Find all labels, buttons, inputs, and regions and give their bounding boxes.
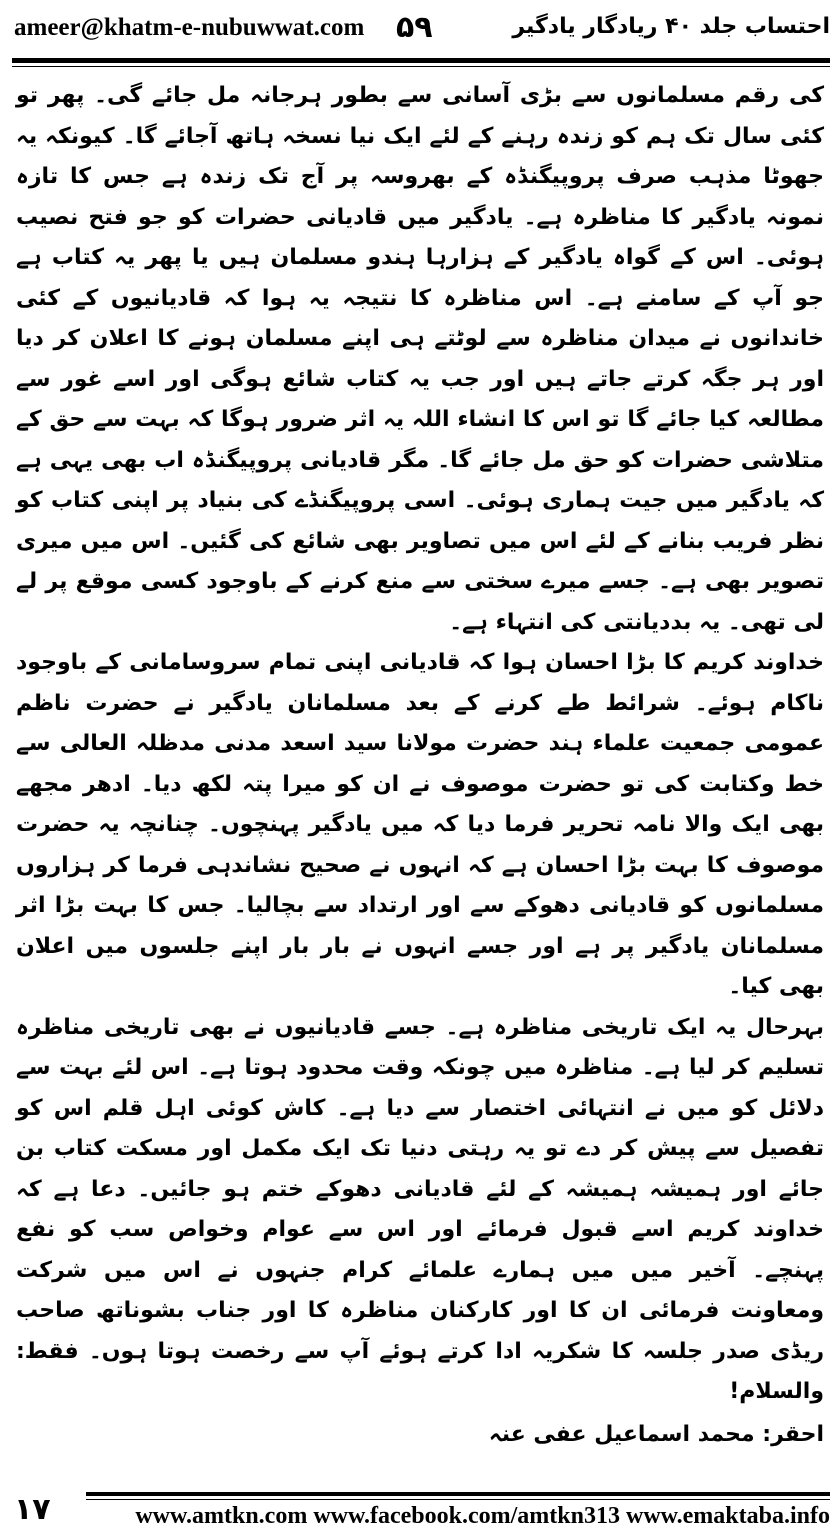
footer-rule-thin [86,1499,830,1500]
author-signature: احقر: محمد اسماعیل عفی عنہ [488,1421,824,1447]
header-page-number: ۵۹ [396,10,433,45]
header-rule-thick [12,58,830,63]
paragraph: کی رقم مسلمانوں سے بڑی آسانی سے بطور ہرجانہ مل جائے گی۔ پھر تو کئی سال تک ہم کو زندہ رہنے کے لئے ایک نیا نسخہ ہاتھ آجائے گا۔ کیونکہ یہ جھوٹا مذہب صرف پروپیگنڈہ کے بھروسہ پر آج تک زندہ ہے جس کا تازہ نمونہ یادگیر کا مناظرہ ہے۔ یادگیر میں قادیانی حضرات کو جو فتح نصیب ہوئی۔ اس کے گواہ یادگیر کے ہزارہا ہندو مسلمان ہیں یا پھر یہ کتاب ہے جو آپ کے سامنے ہے۔ اس مناظرہ کا نتیجہ یہ ہوا کہ قادیانیوں کے کئی خاندانوں نے میدان مناظرہ سے لوٹتے ہی اپنے مسلمان ہونے کا اعلان کر دیا اور ہر جگہ کرتے جاتے ہیں اور جب یہ کتاب شائع ہوگی اور اسے غور سے مطالعہ کیا جائے گا تو اس کا انشاء اللہ یہ اثر ضرور ہوگا کہ بہت سے حق کے متلاشی حضرات کو حق مل جائے گا۔ مگر قادیانی پروپیگنڈہ اب بھی یہی ہے کہ یادگیر میں جیت ہماری ہوئی۔ اسی پروپیگنڈے کی بنیاد پر اپنی کتاب کو نظر فریب بنانے کے لئے اس میں تصاویر بھی شائع کی گئیں۔ اس میں میری تصویر بھی ہے۔ جسے میرے سختی سے منع کرنے کے باوجود کسی موقع پر لے لی تھی۔ یہ بددیانتی کی انتہاء ہے۔ [16,83,824,635]
footer-page-number: ۱۷ [14,1492,51,1527]
header-rule-thin [12,66,830,67]
header-email: ameer@khatm-e-nubuwwat.com [14,14,365,41]
paragraph: بہرحال یہ ایک تاریخی مناظرہ ہے۔ جسے قادیانیوں نے بھی تاریخی مناظرہ تسلیم کر لیا ہے۔ مناظرہ میں چونکہ وقت محدود ہوتا ہے۔ اس لئے بہت سے دلائل کو میں نے انتہائی اختصار سے دیا ہے۔ کاش کوئی اہل قلم اس کو تفصیل سے پیش کر دے تو یہ رہتی دنیا تک ایک مکمل اور مسکت کتاب بن جائے اور ہمیشہ ہمیشہ کے لئے قادیانی دھوکے ختم ہو جائیں۔ دعا ہے کہ خداوند کریم اسے قبول فرمائے اور اس سے عوام وخواص سب کو نفع پہنچے۔ آخیر میں میں ہمارے علمائے کرام جنہوں نے اس میں شرکت ومعاونت فرمائی ان کا اور کارکنان مناظرہ کا اور جناب بشوناتھ صاحب ریڈی صدر جلسہ کا شکریہ ادا کرتے ہوئے آپ سے رخصت ہوتا ہوں۔ فقط: والسلام! [16,1014,824,1404]
footer-links[interactable]: www.amtkn.com www.facebook.com/amtkn313 www.emaktaba.info [135,1503,830,1529]
paragraph: خداوند کریم کا بڑا احسان ہوا کہ قادیانی اپنی تمام سروسامانی کے باوجود ناکام ہوئے۔ شرائط طے کرنے کے بعد مسلمانان یادگیر نے حضرت ناظم عمومی جمعیت علماء ہند حضرت مولانا سید اسعد مدنی مدظلہ العالی سے خط وکتابت کی تو حضرت موصوف نے ان کو میرا پتہ لکھ دیا۔ ادھر مجھے بھی ایک والا نامہ تحریر فرما دیا کہ میں یادگیر پہنچوں۔ چنانچہ یہ حضرت موصوف کا بہت بڑا احسان ہے کہ انہوں نے صحیح نشاندہی فرما کر ہزاروں مسلمانوں کو قادیانی دھوکے سے اور ارتداد سے بچالیا۔ جس کا بہت بڑا اثر مسلمانان یادگیر پر ہے اور جسے انہوں نے بار بار اپنے جلسوں میں اعلان بھی کیا۔ [16,650,824,999]
header-title: احتساب جلد ۴۰ ریادگار یادگیر [512,14,830,39]
article-body [16,76,824,1457]
page-header [0,0,840,56]
footer-rule-thick [86,1492,830,1496]
